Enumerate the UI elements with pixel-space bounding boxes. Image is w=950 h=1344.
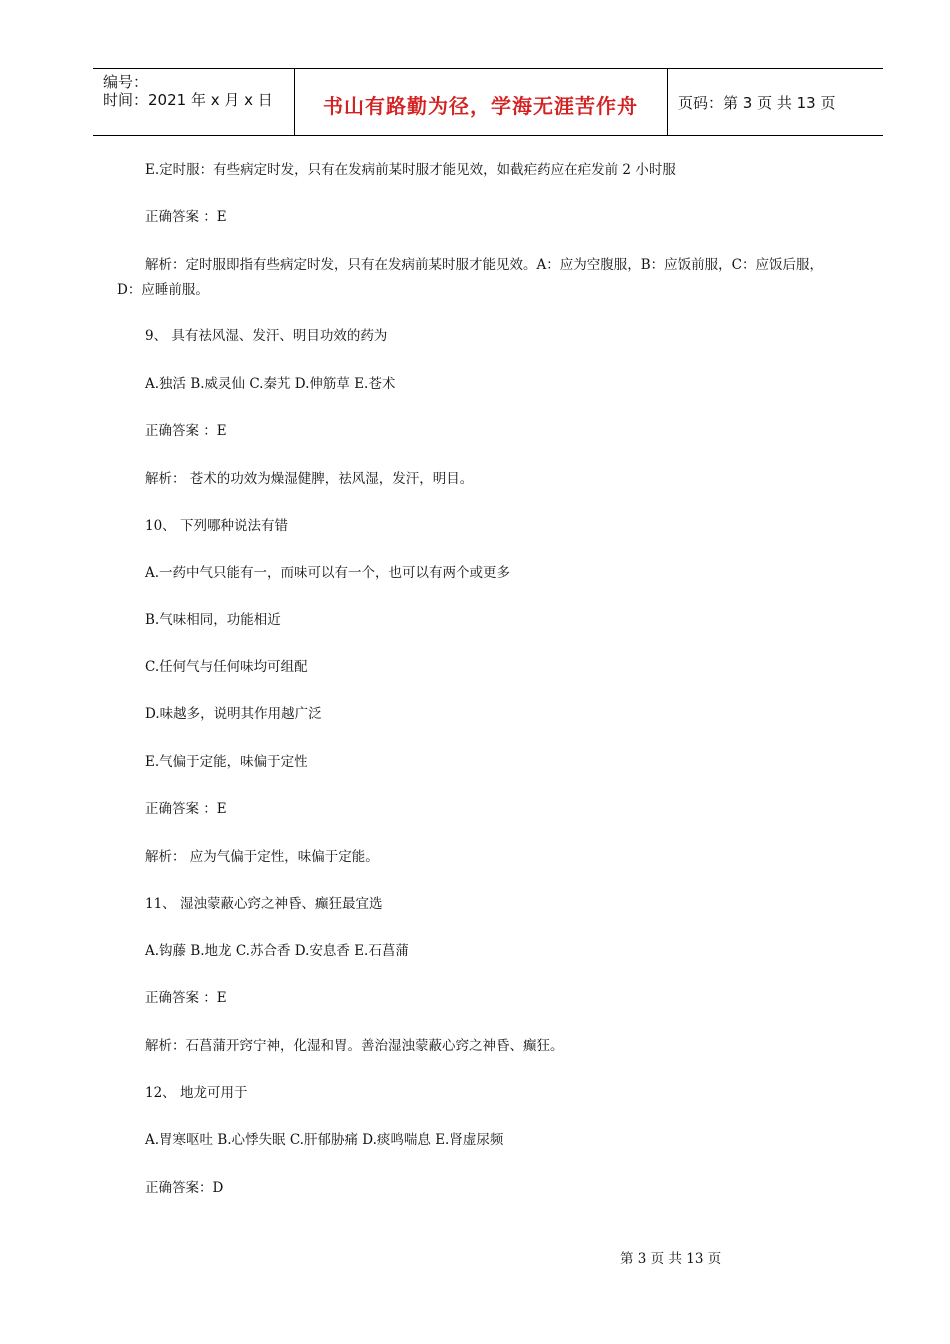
- option-a-q10: A.一药中气只能有一，而味可以有一个，也可以有两个或更多: [145, 565, 511, 581]
- doc-time-label: 时间：2021 年 x 月 x 日: [103, 91, 273, 109]
- page-footer: 第 3 页 共 13 页: [620, 1251, 722, 1267]
- question-10: 10、 下列哪种说法有错: [145, 518, 288, 534]
- header-page-info: 页码：第 3 页 共 13 页: [678, 93, 836, 112]
- answer-q10: 正确答案 ：E: [145, 801, 227, 817]
- options-q12: A.胃寒呕吐 B.心悸失眠 C.肝郁胁痛 D.痰鸣喘息 E.肾虚尿频: [145, 1132, 504, 1148]
- answer-q9: 正确答案 ：E: [145, 423, 227, 439]
- header-meta-cell: [93, 69, 295, 135]
- question-12: 12、 地龙可用于: [145, 1085, 248, 1101]
- option-c-q10: C.任何气与任何味均可组配: [145, 659, 308, 675]
- header-motto: 书山有路勤为径，学海无涯苦作舟: [323, 93, 638, 118]
- analysis-q10: 解析： 应为气偏于定性，味偏于定能。: [145, 849, 379, 865]
- option-e-q10: E.气偏于定能，味偏于定性: [145, 754, 308, 770]
- option-e-timed-dose: E.定时服：有些病定时发，只有在发病前某时服才能见效，如截疟药应在疟发前 2 小时服: [145, 162, 676, 178]
- doc-code-label: 编号：: [103, 73, 149, 91]
- answer-q11: 正确答案 ：E: [145, 990, 227, 1006]
- analysis-q8: 解析：定时服即指有些病定时发，只有在发病前某时服才能见效。A：应为空腹服，B：应饭前服，C：应饭后服，: [145, 257, 823, 273]
- header-motto-cell: [294, 69, 668, 135]
- analysis-q8-cont: D：应睡前服。: [117, 282, 209, 298]
- analysis-q11: 解析：石菖蒲开窍宁神，化湿和胃。善治湿浊蒙蔽心窍之神昏、癫狂。: [145, 1038, 564, 1054]
- option-d-q10: D.味越多，说明其作用越广泛: [145, 706, 322, 722]
- answer-q12: 正确答案：D: [145, 1180, 224, 1196]
- answer-q8: 正确答案 ：E: [145, 209, 227, 225]
- question-11: 11、 湿浊蒙蔽心窍之神昏、癫狂最宜选: [145, 896, 383, 912]
- analysis-q9: 解析： 苍术的功效为燥湿健脾，祛风湿，发汗，明目。: [145, 471, 474, 487]
- option-b-q10: B.气味相同，功能相近: [145, 612, 281, 628]
- options-q11: A.钩藤 B.地龙 C.苏合香 D.安息香 E.石菖蒲: [145, 943, 409, 959]
- question-9: 9、 具有祛风湿、发汗、明目功效的药为: [145, 328, 388, 344]
- header-page-cell: [668, 69, 883, 135]
- options-q9: A.独活 B.威灵仙 C.秦艽 D.伸筋草 E.苍术: [145, 376, 396, 392]
- page-header: [93, 68, 883, 136]
